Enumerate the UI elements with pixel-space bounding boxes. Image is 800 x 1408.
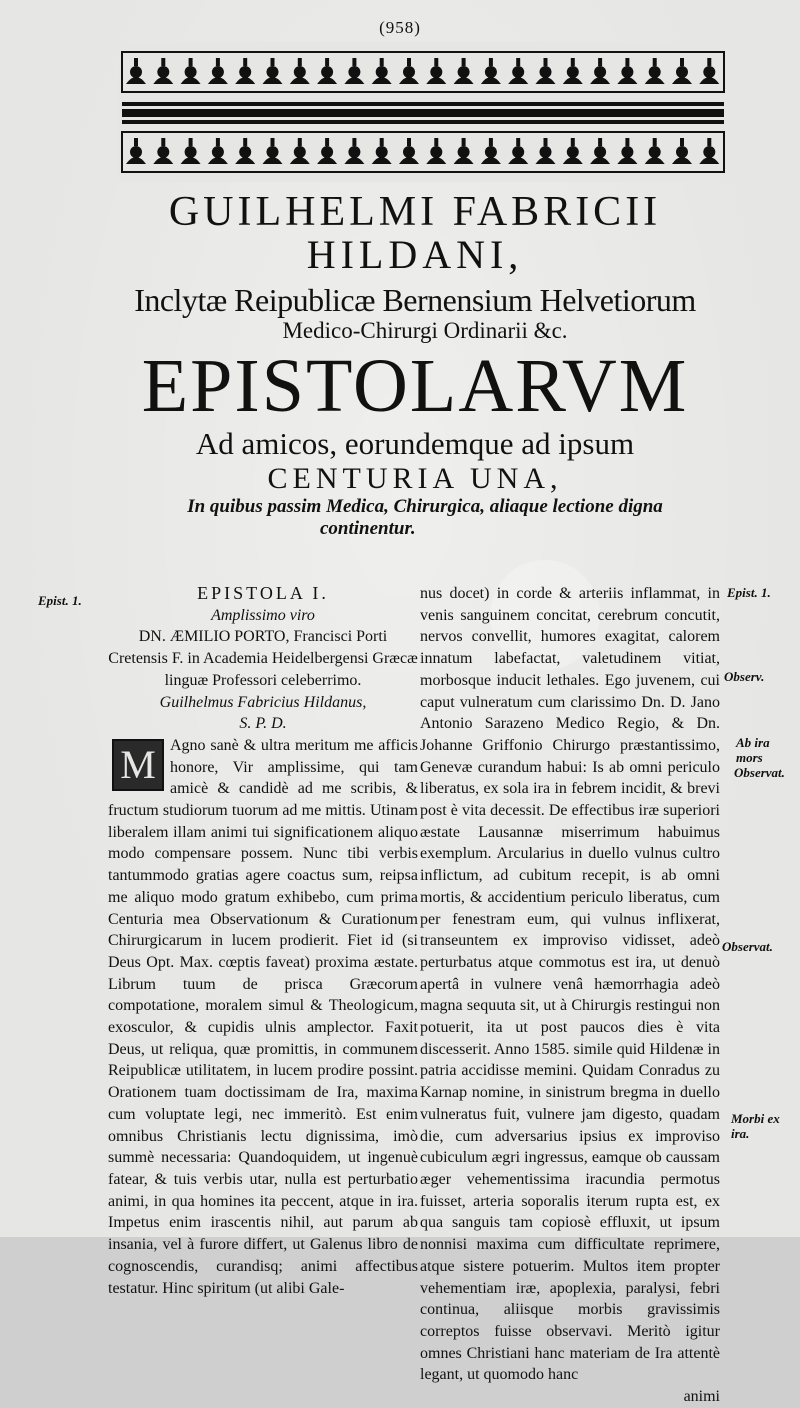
margin-note-mors: mors xyxy=(736,750,763,765)
margin-note-ira: ira. xyxy=(731,1126,750,1141)
fleuron-ornament xyxy=(594,146,606,158)
medico-line: Medico-Chirurgi Ordinarii &c. xyxy=(282,318,568,343)
fleuron-ornament xyxy=(540,66,552,78)
fleuron-ornament xyxy=(512,146,524,158)
fleuron-ornament xyxy=(348,66,360,78)
margin-note-ab-ira: Ab ira xyxy=(736,735,770,750)
main-title: EPISTOLARVM xyxy=(141,344,689,428)
fleuron-ornament xyxy=(485,146,497,158)
fleuron-ornament xyxy=(212,146,224,158)
margin-note-observat-1: Observat. xyxy=(734,765,785,780)
fleuron-ornament xyxy=(267,146,279,158)
fleuron-ornament xyxy=(649,66,661,78)
fleuron-ornament xyxy=(458,66,470,78)
spd: S. P. D. xyxy=(239,715,287,733)
subtitle-quibus: In quibus passim Medica, Chirurgica, aliaque lectione digna xyxy=(187,496,663,517)
author-line-1: GUILHELMI FABRICII xyxy=(168,189,662,235)
fleuron-ornament xyxy=(185,66,197,78)
left-body xyxy=(108,735,418,1299)
fleuron-ornament xyxy=(676,66,688,78)
ornamental-header-band xyxy=(118,42,728,182)
fleuron-ornament xyxy=(267,66,279,78)
title-block xyxy=(0,190,800,540)
fleuron-ornament xyxy=(294,66,306,78)
right-column xyxy=(420,583,720,1408)
fleuron-ornament xyxy=(321,146,333,158)
fleuron-ornament xyxy=(567,66,579,78)
page-number: (958) xyxy=(379,18,421,37)
fleuron-ornament xyxy=(703,66,715,78)
epistle-heading: EPISTOLA I. xyxy=(197,583,329,603)
fleuron-ornament xyxy=(130,66,142,78)
fleuron-ornament xyxy=(485,66,497,78)
fleuron-ornament xyxy=(185,146,197,158)
fleuron-ornament xyxy=(567,146,579,158)
addressee: DN. ÆMILIO PORTO, Francisci Porti Cretensis F. in Academia Heidelbergensi Græcæ linguæ Professori celeberrimo. xyxy=(108,628,418,689)
fleuron-ornament xyxy=(676,146,688,158)
fleuron-ornament xyxy=(594,66,606,78)
margin-note-epist-left: Epist. 1. xyxy=(38,593,82,608)
left-column xyxy=(108,583,418,1299)
fleuron-ornament xyxy=(239,146,251,158)
fleuron-ornament xyxy=(321,66,333,78)
fleuron-ornament xyxy=(512,66,524,78)
salutation: Amplissimo viro xyxy=(211,606,315,624)
fleuron-ornament xyxy=(540,146,552,158)
right-body-text: nus docet) in corde & arteriis inflammat, in venis sanguinem concitat, cerebrum concutit, nervos convellit, humores exagitat, calorem innatum labefactat, valetudinem vitiat, morbosque inducit lethales. Ego juvenem, cui caput vulneratum cum clarissimo Dn. D. Jano Antonio Sarazeno Medico Regio, & Dn. Johanne Griffonio Chirurgo præstantissimo, Genevæ curandum habui: Is ab omni periculo liberatus, ex sola ira in febrem incidit, & brevi post è vita decessit. De effectibus iræ superiori æstate Lausannæ miserrimum habuimus exemplum. Arcularius in duello vulnus cultro inflictum, ad cubitum recepit, is ab omni mortis, & accidentium periculo liberatus, cum per fenestram eum, qui vulnus inflixerat, transeuntem ex improviso vidisset, adeò perturbatus atque commotus est ira, ut denuò apertâ in vulnere venâ hæmorrhagia adeò magna sequuta sit, ut à Chirurgis restingui non potuerit, ita ut post paucos dies è vita discesserit. Anno 1585. simile quid Hildenæ in patria accidisse memini. Quidam Conradus zu Karnap nomine, in sinistrum bregma in duello vulneratus fuit, vulnere jam digesto, quadam die, cum adversarius ipsius ex improviso cubiculum ægri ingressus, eamque ob caussam æger vehementissima iracundia permotus fuisset, arteria soporalis iterum rupta est, ex qua sanguis tam copiosè effluxit, ut ipsum nonnisi maxima cum difficultate reprimere, atque sistere potuerim. Multos item propter vehementiam iræ, apoplexia, paralysi, febri continua, aliisque morbis gravissimis correptos fuisse observavi. Meritò igitur omnes Christiani hanc materiam de Ira attentè legant, ut quomodo hanc xyxy=(420,585,720,1384)
fleuron-ornament xyxy=(403,66,415,78)
author-line-2: HILDANI, xyxy=(306,232,524,277)
fleuron-ornament xyxy=(621,66,633,78)
subtitle-centuria: CENTURIA UNA, xyxy=(267,462,563,495)
fleuron-ornament xyxy=(621,146,633,158)
margin-note-epist-right: Epist. 1. xyxy=(727,585,771,600)
margin-note-observat-2: Observat. xyxy=(722,939,773,954)
sender: Guilhelmus Fabricius Hildanus, xyxy=(159,693,367,711)
fleuron-ornament xyxy=(130,146,142,158)
fleuron-ornament xyxy=(376,146,388,158)
subtitle-ad-amicos: Ad amicos, eorundemque ad ipsum xyxy=(195,426,635,461)
margin-note-morbi: Morbi ex xyxy=(731,1111,780,1126)
fleuron-ornament xyxy=(157,66,169,78)
catchword: animi xyxy=(683,1388,720,1406)
fleuron-ornament xyxy=(649,146,661,158)
fleuron-ornament xyxy=(703,146,715,158)
fleuron-ornament xyxy=(430,146,442,158)
fleuron-ornament xyxy=(376,66,388,78)
fleuron-ornament xyxy=(458,146,470,158)
fleuron-ornament xyxy=(157,146,169,158)
fleuron-ornament xyxy=(348,146,360,158)
subtitle-continentur: continentur. xyxy=(320,518,416,539)
left-body-text: Agno sanè & ultra meritum me afficis honore, Vir amplissime, qui tam amicè & candidè ad me scribis, & fructum studiorum tuorum ad me mittis. Utinam liberalem illam animi tui significationem aliquo modo compensare possem. Nunc tibi verbis tantummodo gratias agere coactus sum, reipsa me aliquo modo gratum exhibebo, cum prima Centuria mea Observationum & Curationum Chirurgicarum in lucem prodierit. Fiet id (si Deus Opt. Max. cœptis faveat) proxima æstate. Librum tuum de prisca Græcorum compotatione, moralem simul & Theologicum, exosculor, & cupidis ulnis amplector. Faxit Deus, ut reliqua, quæ promittis, in communem Reipublicæ utilitatem, in lucem prodire possint. Orationem tuam doctissimam de Ira, maxima cum voluptate legi, nec immeritò. Est enim omnibus Christianis lectu dignissima, imò summè necessaria: Quandoquidem, ut ingenuè fatear, & tuis verbis utar, nulla est perturbatio animi, in qua homines ita peccent, atque in ira. Impetus enim irascentis nihil, aut parum ab insania, vel à furore differt, ut Galenus libro de cognoscendis, curandisq; animi affectibus testatur. Hinc spiritum (ut alibi Gale- xyxy=(108,736,418,1297)
rank-line: Inclytæ Reipublicæ Bernensium Helvetiorum xyxy=(134,282,696,318)
fleuron-ornament xyxy=(403,146,415,158)
fleuron-ornament xyxy=(430,66,442,78)
fleuron-ornament xyxy=(239,66,251,78)
fleuron-ornament xyxy=(294,146,306,158)
dropcap: M xyxy=(112,739,164,791)
margin-note-observ: Observ. xyxy=(724,669,765,684)
fleuron-ornament xyxy=(212,66,224,78)
